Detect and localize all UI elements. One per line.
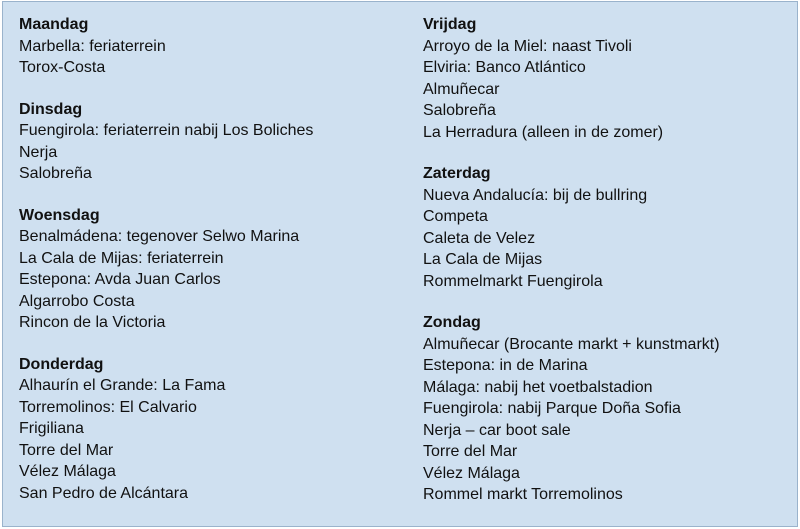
market-item: Competa — [423, 208, 488, 225]
market-item: Elviria: Banco Atlántico — [423, 59, 586, 76]
market-item: Almuñecar (Brocante markt + kunstmarkt) — [423, 335, 720, 353]
market-item: Rommelmarkt Fuengirola — [423, 272, 603, 290]
market-item: Fuengirola: feriaterrein nabij Los Boliches — [19, 122, 314, 139]
day-block-dinsdag — [19, 99, 409, 185]
day-heading: Donderdag — [19, 355, 104, 373]
market-item: Salobreña — [423, 102, 496, 119]
market-item: Málaga: nabij het voetbalstadion — [423, 378, 653, 396]
market-item: Frigiliana — [19, 420, 84, 437]
day-heading: Dinsdag — [19, 100, 83, 118]
market-item: Rommel markt Torremolinos — [423, 486, 623, 503]
market-item: La Cala de Mijas: feriaterrein — [19, 249, 224, 267]
day-block-vrijdag — [423, 14, 795, 143]
day-block-donderdag — [19, 354, 409, 505]
market-item: Algarrobo Costa — [19, 292, 135, 310]
market-item: La Cala de Mijas — [423, 251, 543, 268]
right-column — [423, 14, 795, 526]
day-heading: Zondag — [423, 314, 481, 331]
market-item: Marbella: feriaterrein — [19, 37, 166, 55]
market-item: La Herradura (alleen in de zomer) — [423, 123, 664, 141]
market-item: Rincon de la Victoria — [19, 314, 166, 331]
market-item: Vélez Málaga — [423, 464, 520, 482]
market-item: Arroyo de la Miel: naast Tivoli — [423, 37, 632, 55]
market-item: Fuengirola: nabij Parque Doña Sofia — [423, 400, 681, 417]
day-block-zaterdag — [423, 163, 795, 292]
day-heading: Woensdag — [19, 206, 100, 224]
market-item: Torox-Costa — [19, 59, 106, 76]
day-heading: Vrijdag — [423, 16, 477, 33]
day-block-woensdag — [19, 205, 409, 334]
market-item: Nerja — [19, 143, 58, 161]
day-block-maandag — [19, 14, 409, 79]
market-item: Nueva Andalucía: bij de bullring — [423, 186, 648, 204]
market-item: Torre del Mar — [423, 443, 518, 460]
market-item: Alhaurín el Grande: La Fama — [19, 377, 226, 394]
market-item: Estepona: in de Marina — [423, 357, 588, 374]
market-schedule-panel — [2, 1, 798, 527]
market-item: Nerja – car boot sale — [423, 421, 571, 439]
day-block-zondag — [423, 312, 795, 506]
day-heading: Maandag — [19, 16, 89, 33]
market-item: Estepona: Avda Juan Carlos — [19, 271, 221, 288]
left-column — [19, 14, 409, 524]
market-item: Vélez Málaga — [19, 463, 116, 480]
market-item: Caleta de Velez — [423, 229, 536, 247]
day-heading: Zaterdag — [423, 165, 491, 182]
market-item: Torre del Mar — [19, 441, 114, 459]
market-item: Almuñecar — [423, 80, 500, 98]
market-item: Salobreña — [19, 165, 92, 182]
market-item: Benalmádena: tegenover Selwo Marina — [19, 228, 300, 245]
market-item: Torremolinos: El Calvario — [19, 398, 197, 416]
market-item: San Pedro de Alcántara — [19, 484, 189, 502]
